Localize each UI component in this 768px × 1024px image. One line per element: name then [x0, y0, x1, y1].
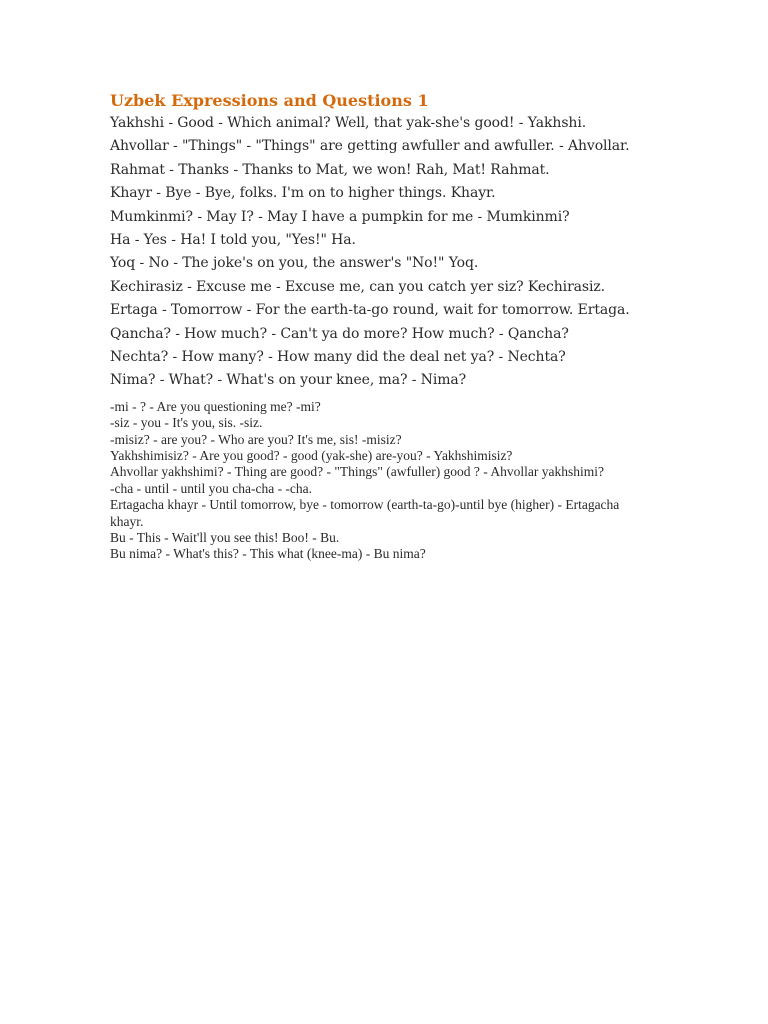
suffix-line: Yakhshimisiz? - Are you good? - good (yak-she) are-you? - Yakhshimisiz?	[110, 447, 513, 463]
suffix-line: -siz - you - It's you, sis. -siz.	[110, 415, 263, 431]
expression-line: Yakhshi - Good - Which animal? Well, that yak-she's good! - Yakhshi.	[110, 115, 587, 131]
expression-line: Mumkinmi? - May I? - May I have a pumpkin for me - Mumkinmi?	[110, 208, 570, 225]
expression-line: Nima? - What? - What's on your knee, ma? - Nima?	[110, 372, 467, 389]
suffix-line: -misiz? - are you? - Who are you? It's me, sis! -misiz?	[110, 431, 402, 447]
expression-line: Ertaga - Tomorrow - For the earth-ta-go round, wait for tomorrow. Ertaga.	[110, 302, 630, 319]
expression-line: Ha - Yes - Ha! I told you, "Yes!" Ha.	[110, 231, 356, 248]
suffix-line: Bu nima? - What's this? - This what (knee-ma) - Bu nima?	[110, 546, 426, 562]
suffix-line: Ertagacha khayr - Until tomorrow, bye - tomorrow (earth-ta-go)-until bye (higher) - Ertagacha khayr.	[110, 497, 620, 529]
expression-line: Yoq - No - The joke's on you, the answer's "No!" Yoq.	[110, 255, 479, 272]
expression-line: Khayr - Bye - Bye, folks. I'm on to higher things. Khayr.	[110, 185, 496, 202]
expression-line: Qancha? - How much? - Can't ya do more? How much? - Qancha?	[110, 325, 569, 342]
expression-line: Ahvollar - "Things" - "Things" are getting awfuller and awfuller. - Ahvollar.	[110, 138, 630, 155]
expression-line: Rahmat - Thanks - Thanks to Mat, we won! Rah, Mat! Rahmat.	[110, 161, 550, 178]
suffix-line: Bu - This - Wait'll you see this! Boo! - Bu.	[110, 529, 340, 545]
document-page	[110, 90, 650, 563]
expression-line: Kechirasiz - Excuse me - Excuse me, can you catch yer siz? Kechirasiz.	[110, 278, 605, 295]
expression-line: Nechta? - How many? - How many did the deal net ya? - Nechta?	[110, 348, 566, 365]
suffix-line: -cha - until - until you cha-cha - -cha.	[110, 480, 313, 496]
suffix-line: -mi - ? - Are you questioning me? -mi?	[110, 398, 321, 414]
suffixes-list	[110, 399, 650, 563]
suffix-line: Ahvollar yakhshimi? - Thing are good? - "Things" (awfuller) good ? - Ahvollar yakhshimi?	[110, 464, 605, 480]
document-title: Uzbek Expressions and Questions 1	[110, 91, 429, 110]
expressions-list	[110, 112, 650, 393]
